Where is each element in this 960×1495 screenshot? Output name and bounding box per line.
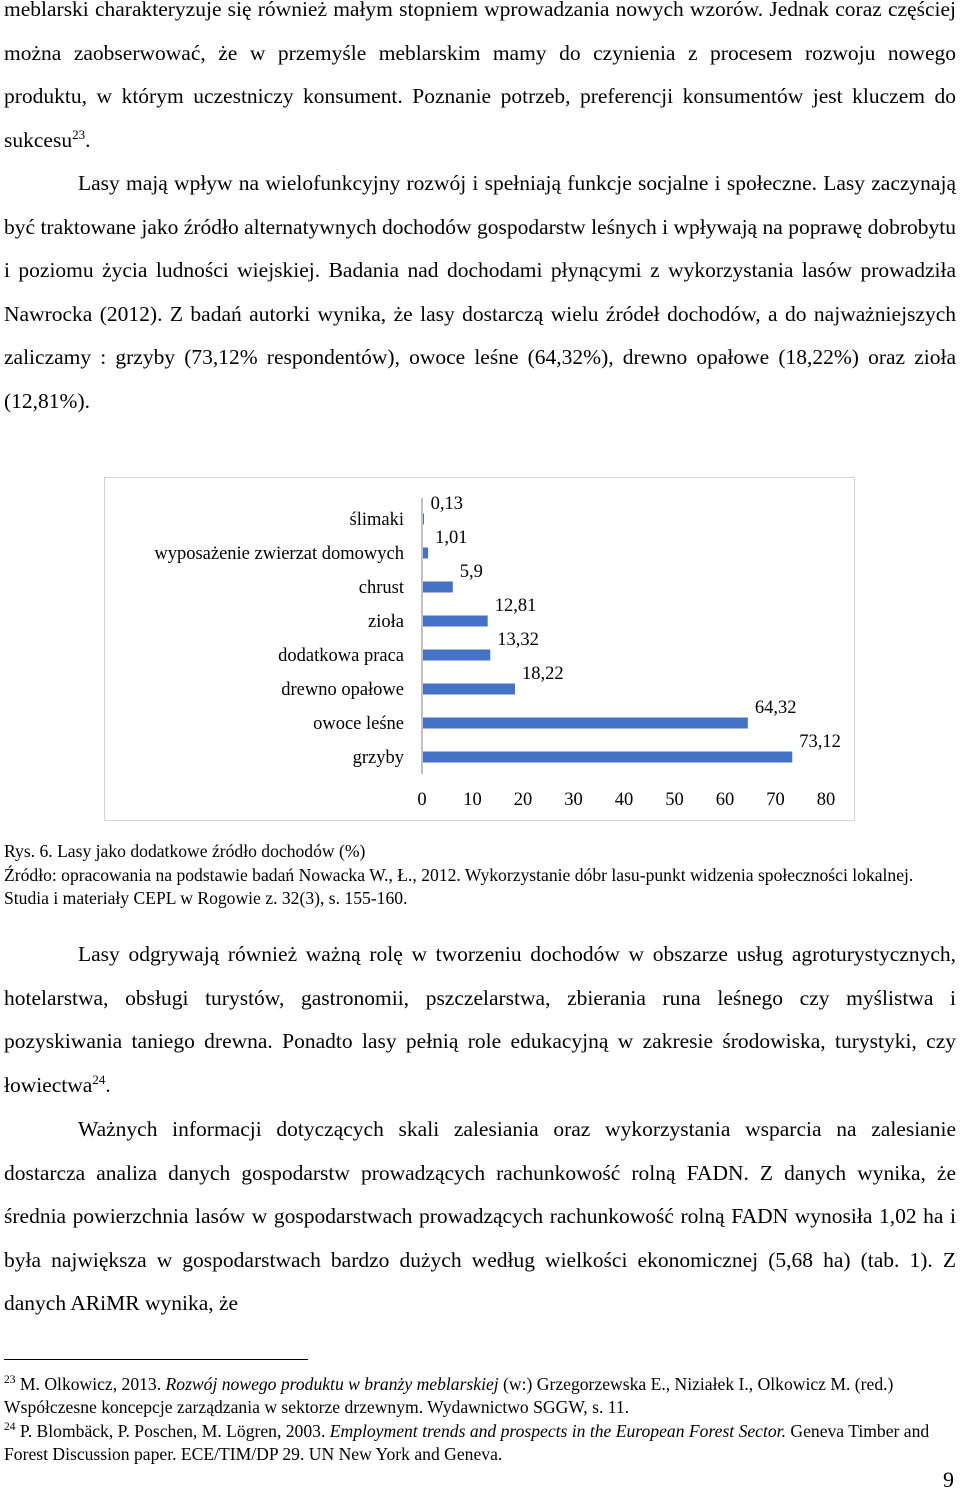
- chart-data-label: 18,22: [522, 664, 564, 684]
- chart-bar: [423, 684, 515, 695]
- chart-tick-label: 0: [417, 790, 427, 810]
- figure-caption: Rys. 6. Lasy jako dodatkowe źródło dochodów (%): [4, 841, 366, 861]
- chart-tick-label: 20: [513, 790, 533, 810]
- paragraph-forests: Lasy mają wpływ na wielofunkcyjny rozwój i spełniają funkcje socjalne i społeczne. Lasy zaczynają być traktowane jako źródło alternatywnych dochodów gospodarstw leśnych i wpływają na poprawę dobrobytu i poziomu życia ludności wiejskiej. Badania nad dochodami płynącymi z wykorzystania lasów prowadziła Nawrocka (2012). Z badań autorki wynika, że lasy dostarczą wielu źródeł dochodów, a do najważniejszych zaliczamy : grzyby (73,12% respondentów), owoce leśne (64,32%), drewno opałowe (18,22%) oraz zioła (12,81%).: [4, 171, 956, 413]
- chart-data-label: 73,12: [799, 732, 841, 752]
- chart-bar: [423, 548, 428, 559]
- chart-data-label: 0,13: [430, 494, 464, 514]
- chart-data-label: 5,9: [459, 562, 483, 582]
- chart-bar: [423, 650, 490, 661]
- chart-category-label: ślimaki: [349, 510, 404, 530]
- chart-category-label: chrust: [358, 578, 404, 598]
- chart-data-label: 13,32: [497, 630, 539, 650]
- footnote-separator: [4, 1359, 308, 1360]
- chart-bar: [423, 752, 792, 763]
- chart-tick-label: 30: [564, 790, 583, 810]
- chart-category-label: wyposażenie zwierzat domowych: [154, 544, 404, 564]
- chart-data-label: 64,32: [754, 698, 797, 718]
- chart-canvas: [105, 478, 856, 822]
- chart-tick-label: 40: [614, 790, 634, 810]
- chart-bar: [423, 718, 748, 729]
- paragraph-fadn: Ważnych informacji dotyczących skali zalesiania oraz wykorzystania wsparcia na zalesianie dostarcza analiza danych gospodarstw prowadzących rachunkowość rolną FADN. Z danych wynika, że średnia powierzchnia lasów w gospodarstwach prowadzących rachunkowość rolną FADN wynosiła 1,02 ha i była największa w gospodarstwach bardzo dużych według wielkości ekonomicznej (5,68 ha) (tab. 1). Z danych ARiMR wynika, że: [4, 1117, 956, 1316]
- paragraph-intro: meblarski charakteryzuje się również małym stopniem wprowadzania nowych wzorów. Jednak coraz częściej można zaobserwować, że w przemyśle meblarskim mamy do czynienia z procesem rozwoju nowego produktu, w którym uczestniczy konsument. Poznanie potrzeb, preferencji konsumentów jest kluczem do sukcesu$^{23}$.: [4, 0, 956, 152]
- chart-data-label: 1,01: [435, 528, 468, 548]
- chart-tick-label: 60: [715, 790, 735, 810]
- page-number: 9: [943, 1467, 954, 1492]
- chart-bar: [423, 514, 424, 525]
- paragraph-income: Lasy odgrywają również ważną rolę w tworzeniu dochodów w obszarze usług agroturystycznych, hotelarstwa, obsługi turystów, gastronomii, pszczelarstwa, zbierania runa leśnego czy myślistwa i pozyskiwania taniego drewna. Ponadto lasy pełnią role edukacyjną w zakresie środowiska, turystyki, czy łowiectwa$^{24}$.: [4, 942, 956, 1097]
- footnote-ref-23[interactable]: 23: [72, 126, 86, 142]
- chart-tick-label: 80: [816, 790, 836, 810]
- chart-category-label: owoce leśne: [313, 714, 404, 734]
- bar-chart: [104, 477, 855, 821]
- chart-category-label: zioła: [368, 612, 404, 632]
- chart-data-label: 12,81: [494, 596, 537, 616]
- footnote-24: $^{24}$ P. Blombäck, P. Poschen, M. Lögren, 2003. Employment trends and prospects in the European Forest Sector. Geneva Timber and Forest Discussion paper. ECE/TIM/DP 29. UN New York and Geneva.: [4, 1421, 930, 1465]
- figure-source: Źródło: opracowania na podstawie badań Nowacka W., Ł., 2012. Wykorzystanie dóbr lasu-punkt widzenia społeczności lokalnej. Studia i materiały CEPL w Rogowie z. 32(3), s. 155-160.: [4, 865, 914, 908]
- chart-category-label: drewno opałowe: [281, 680, 404, 700]
- footnote-23: $^{23}$ M. Olkowicz, 2013. Rozwój nowego produktu w branży meblarskiej (w:) Grzegorzewska E., Niziałek I., Olkowicz M. (red.) Współczesne koncepcje zarządzania w sektorze drzewnym. Wydawnictwo SGGW, s. 11.: [4, 1374, 894, 1418]
- chart-tick-label: 70: [766, 790, 785, 810]
- chart-bar: [423, 582, 453, 593]
- chart-tick-label: 10: [463, 790, 482, 810]
- chart-category-label: dodatkowa praca: [278, 646, 404, 666]
- footnote-ref-24[interactable]: 24: [92, 1071, 106, 1087]
- chart-tick-label: 50: [665, 790, 684, 810]
- chart-bar: [423, 616, 488, 627]
- chart-category-label: grzyby: [352, 748, 404, 768]
